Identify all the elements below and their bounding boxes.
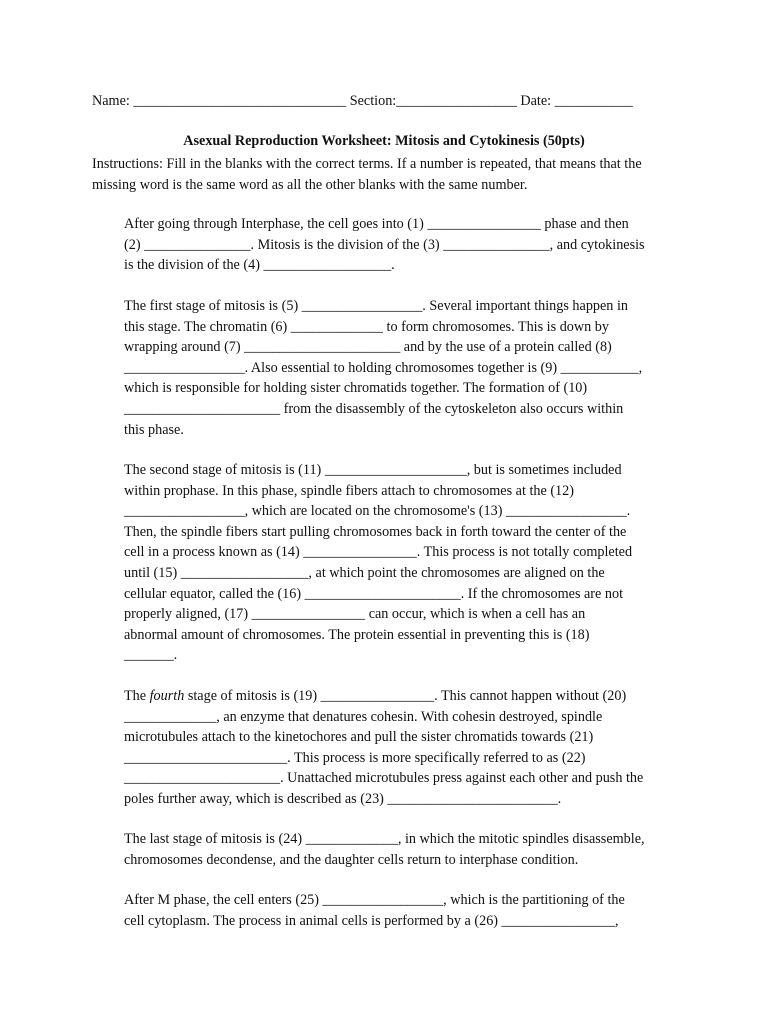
- paragraph-line: within prophase. In this phase, spindle fibers attach to chromosomes at the (12): [124, 482, 574, 499]
- paragraph-line: abnormal amount of chromosomes. The protein essential in preventing this is (18): [124, 626, 590, 643]
- paragraph-line: this stage. The chromatin (6) _____________ to form chromosomes. This is down by: [124, 318, 609, 335]
- paragraph-line: The last stage of mitosis is (24) _____________, in which the mitotic spindles disassemble,: [124, 831, 645, 847]
- worksheet-title: Asexual Reproduction Worksheet: Mitosis and Cytokinesis (50pts): [183, 133, 585, 149]
- text-segment: The: [124, 688, 150, 704]
- paragraph-line: wrapping around (7) ______________________ and by the use of a protein called (8): [124, 339, 612, 356]
- paragraph-line: cellular equator, called the (16) ______________________. If the chromosomes are not: [124, 585, 624, 602]
- paragraph-first-stage: [124, 296, 684, 440]
- paragraph-line: is the division of the (4) __________________.: [124, 257, 395, 274]
- paragraph-line: microtubules attach to the kinetochores and pull the sister chromatids towards (21): [124, 729, 594, 746]
- instructions-line-2: missing word is the same word as all the other blanks with the same number.: [92, 176, 528, 193]
- paragraph-line: _________________, which are located on the chromosome's (13) _________________.: [124, 503, 631, 520]
- paragraph-line: chromosomes decondense, and the daughter cells return to interphase condition.: [124, 851, 579, 868]
- paragraph-line: The second stage of mitosis is (11) ____________________, but is sometimes included: [124, 462, 622, 478]
- emphasis-fourth: fourth: [149, 688, 185, 704]
- section-label: Section:: [349, 93, 397, 109]
- paragraph-line: cell in a process known as (14) ________________. This process is not totally completed: [124, 544, 633, 561]
- date-label: Date:: [520, 93, 552, 109]
- paragraph-line: (2) _______________. Mitosis is the division of the (3) _______________, and cytokinesis: [124, 236, 645, 253]
- name-label: Name:: [92, 93, 130, 109]
- paragraph-line: which is responsible for holding sister chromatids together. The formation of (10): [124, 380, 588, 397]
- paragraph-line: After M phase, the cell enters (25) _________________, which is the partitioning of the: [124, 892, 625, 908]
- paragraph-line: After going through Interphase, the cell goes into (1) ________________ phase and then: [124, 216, 629, 232]
- instructions: [92, 154, 692, 195]
- paragraph-line: cell cytoplasm. The process in animal cells is performed by a (26) ________________,: [124, 912, 619, 929]
- paragraph-second-stage: [124, 460, 684, 666]
- paragraph-line: _______.: [124, 647, 178, 664]
- paragraph-last-stage: [124, 829, 684, 870]
- paragraph-line: _________________. Also essential to holding chromosomes together is (9) ___________,: [124, 359, 643, 376]
- paragraph-cytokinesis: [124, 890, 684, 931]
- section-blank[interactable]: _________________: [396, 93, 517, 109]
- paragraph-line: this phase.: [124, 421, 184, 438]
- instructions-line-1: Instructions: Fill in the blanks with the correct terms. If a number is repeated, that means that the: [92, 156, 642, 172]
- paragraph-line: ______________________. Unattached microtubules press against each other and push the: [124, 770, 644, 787]
- paragraph-line: properly aligned, (17) ________________ can occur, which is when a cell has an: [124, 606, 586, 623]
- name-blank[interactable]: ______________________________: [133, 93, 347, 109]
- paragraph-line: until (15) __________________, at which point the chromosomes are aligned on the: [124, 564, 605, 581]
- paragraph-line: ______________________ from the disassembly of the cytoskeleton also occurs within: [124, 400, 624, 417]
- paragraph-line: _____________, an enzyme that denatures cohesin. With cohesin destroyed, spindle: [124, 708, 603, 725]
- paragraph-line: _______________________. This process is more specifically referred to as (22): [124, 749, 586, 766]
- paragraph-line: [124, 686, 684, 707]
- student-info-line: [92, 93, 633, 110]
- paragraph-fourth-stage: [124, 686, 684, 810]
- paragraph-line: The first stage of mitosis is (5) _________________. Several important things happen in: [124, 298, 628, 314]
- paragraph-interphase: [124, 214, 684, 276]
- paragraph-line: Then, the spindle fibers start pulling chromosomes back in forth toward the center of the: [124, 523, 627, 540]
- text-segment: stage of mitosis is (19) ________________. This cannot happen without (20): [184, 688, 627, 704]
- paragraph-line: poles further away, which is described as (23) ________________________.: [124, 790, 562, 807]
- date-blank[interactable]: ___________: [554, 93, 633, 109]
